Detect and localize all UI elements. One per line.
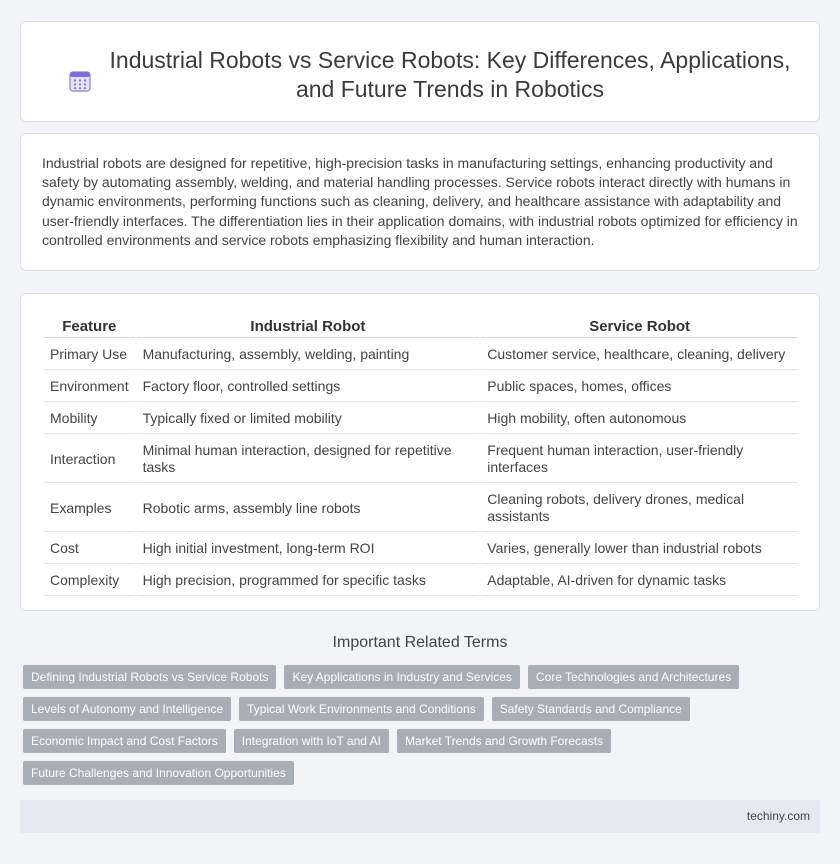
footer-bar: [20, 800, 820, 833]
feature-cell: Mobility: [44, 404, 135, 434]
comparison-card: [20, 293, 820, 611]
service-cell: Cleaning robots, delivery drones, medical assistants: [481, 485, 798, 532]
related-term-tag[interactable]: Market Trends and Growth Forecasts: [397, 729, 611, 753]
service-cell: Customer service, healthcare, cleaning, delivery: [481, 340, 798, 370]
table-row: [44, 566, 798, 596]
industrial-cell: High precision, programmed for specific tasks: [137, 566, 480, 596]
feature-cell: Complexity: [44, 566, 135, 596]
table-row: [44, 534, 798, 564]
calendar-grid-icon: [68, 69, 92, 93]
table-row: [44, 436, 798, 483]
intro-paragraph: Industrial robots are designed for repetitive, high-precision tasks in manufacturing settings, enhancing productivity and safety by automating assembly, welding, and material handling processes. Service robots interact directly with humans in dynamic environments, performing functions such as cleaning, delivery, and healthcare assistance with adaptability and user-friendly interfaces. The differentiation lies in their application domains, with industrial robots optimized for efficiency in controlled environments and service robots emphasizing flexibility and human interaction.: [42, 155, 798, 248]
related-term-tag[interactable]: Key Applications in Industry and Services: [284, 665, 519, 689]
related-term-tag[interactable]: Core Technologies and Architectures: [528, 665, 739, 689]
industrial-cell: High initial investment, long-term ROI: [137, 534, 480, 564]
feature-cell: Primary Use: [44, 340, 135, 370]
related-term-tag[interactable]: Economic Impact and Cost Factors: [23, 729, 226, 753]
intro-card: [20, 133, 820, 271]
service-cell: High mobility, often autonomous: [481, 404, 798, 434]
header-feature: Feature: [44, 314, 135, 338]
related-term-tag[interactable]: Safety Standards and Compliance: [492, 697, 690, 721]
industrial-cell: Typically fixed or limited mobility: [137, 404, 480, 434]
title-card: [20, 21, 820, 122]
industrial-cell: Robotic arms, assembly line robots: [137, 485, 480, 532]
related-terms-list: [23, 665, 763, 785]
industrial-cell: Minimal human interaction, designed for repetitive tasks: [137, 436, 480, 483]
service-cell: Adaptable, AI-driven for dynamic tasks: [481, 566, 798, 596]
service-cell: Varies, generally lower than industrial robots: [481, 534, 798, 564]
page-title: Industrial Robots vs Service Robots: Key Differences, Applications, and Future Trends in Robotics: [109, 47, 791, 102]
header-industrial: Industrial Robot: [137, 314, 480, 338]
table-row: [44, 340, 798, 370]
related-term-tag[interactable]: Typical Work Environments and Conditions: [239, 697, 484, 721]
table-row: [44, 404, 798, 434]
related-term-tag[interactable]: Future Challenges and Innovation Opportunities: [23, 761, 294, 785]
feature-cell: Examples: [44, 485, 135, 532]
footer-site-link[interactable]: techiny.com: [746, 809, 810, 823]
service-cell: Frequent human interaction, user-friendly interfaces: [481, 436, 798, 483]
feature-cell: Interaction: [44, 436, 135, 483]
related-term-tag[interactable]: Levels of Autonomy and Intelligence: [23, 697, 231, 721]
feature-cell: Environment: [44, 372, 135, 402]
related-term-tag[interactable]: Defining Industrial Robots vs Service Robots: [23, 665, 276, 689]
related-term-tag[interactable]: Integration with IoT and AI: [234, 729, 389, 753]
service-cell: Public spaces, homes, offices: [481, 372, 798, 402]
table-row: [44, 485, 798, 532]
industrial-cell: Manufacturing, assembly, welding, painting: [137, 340, 480, 370]
related-terms-heading: Important Related Terms: [332, 634, 508, 651]
comparison-table: [42, 312, 800, 598]
table-header-row: [44, 314, 798, 338]
industrial-cell: Factory floor, controlled settings: [137, 372, 480, 402]
feature-cell: Cost: [44, 534, 135, 564]
table-row: [44, 372, 798, 402]
header-service: Service Robot: [481, 314, 798, 338]
